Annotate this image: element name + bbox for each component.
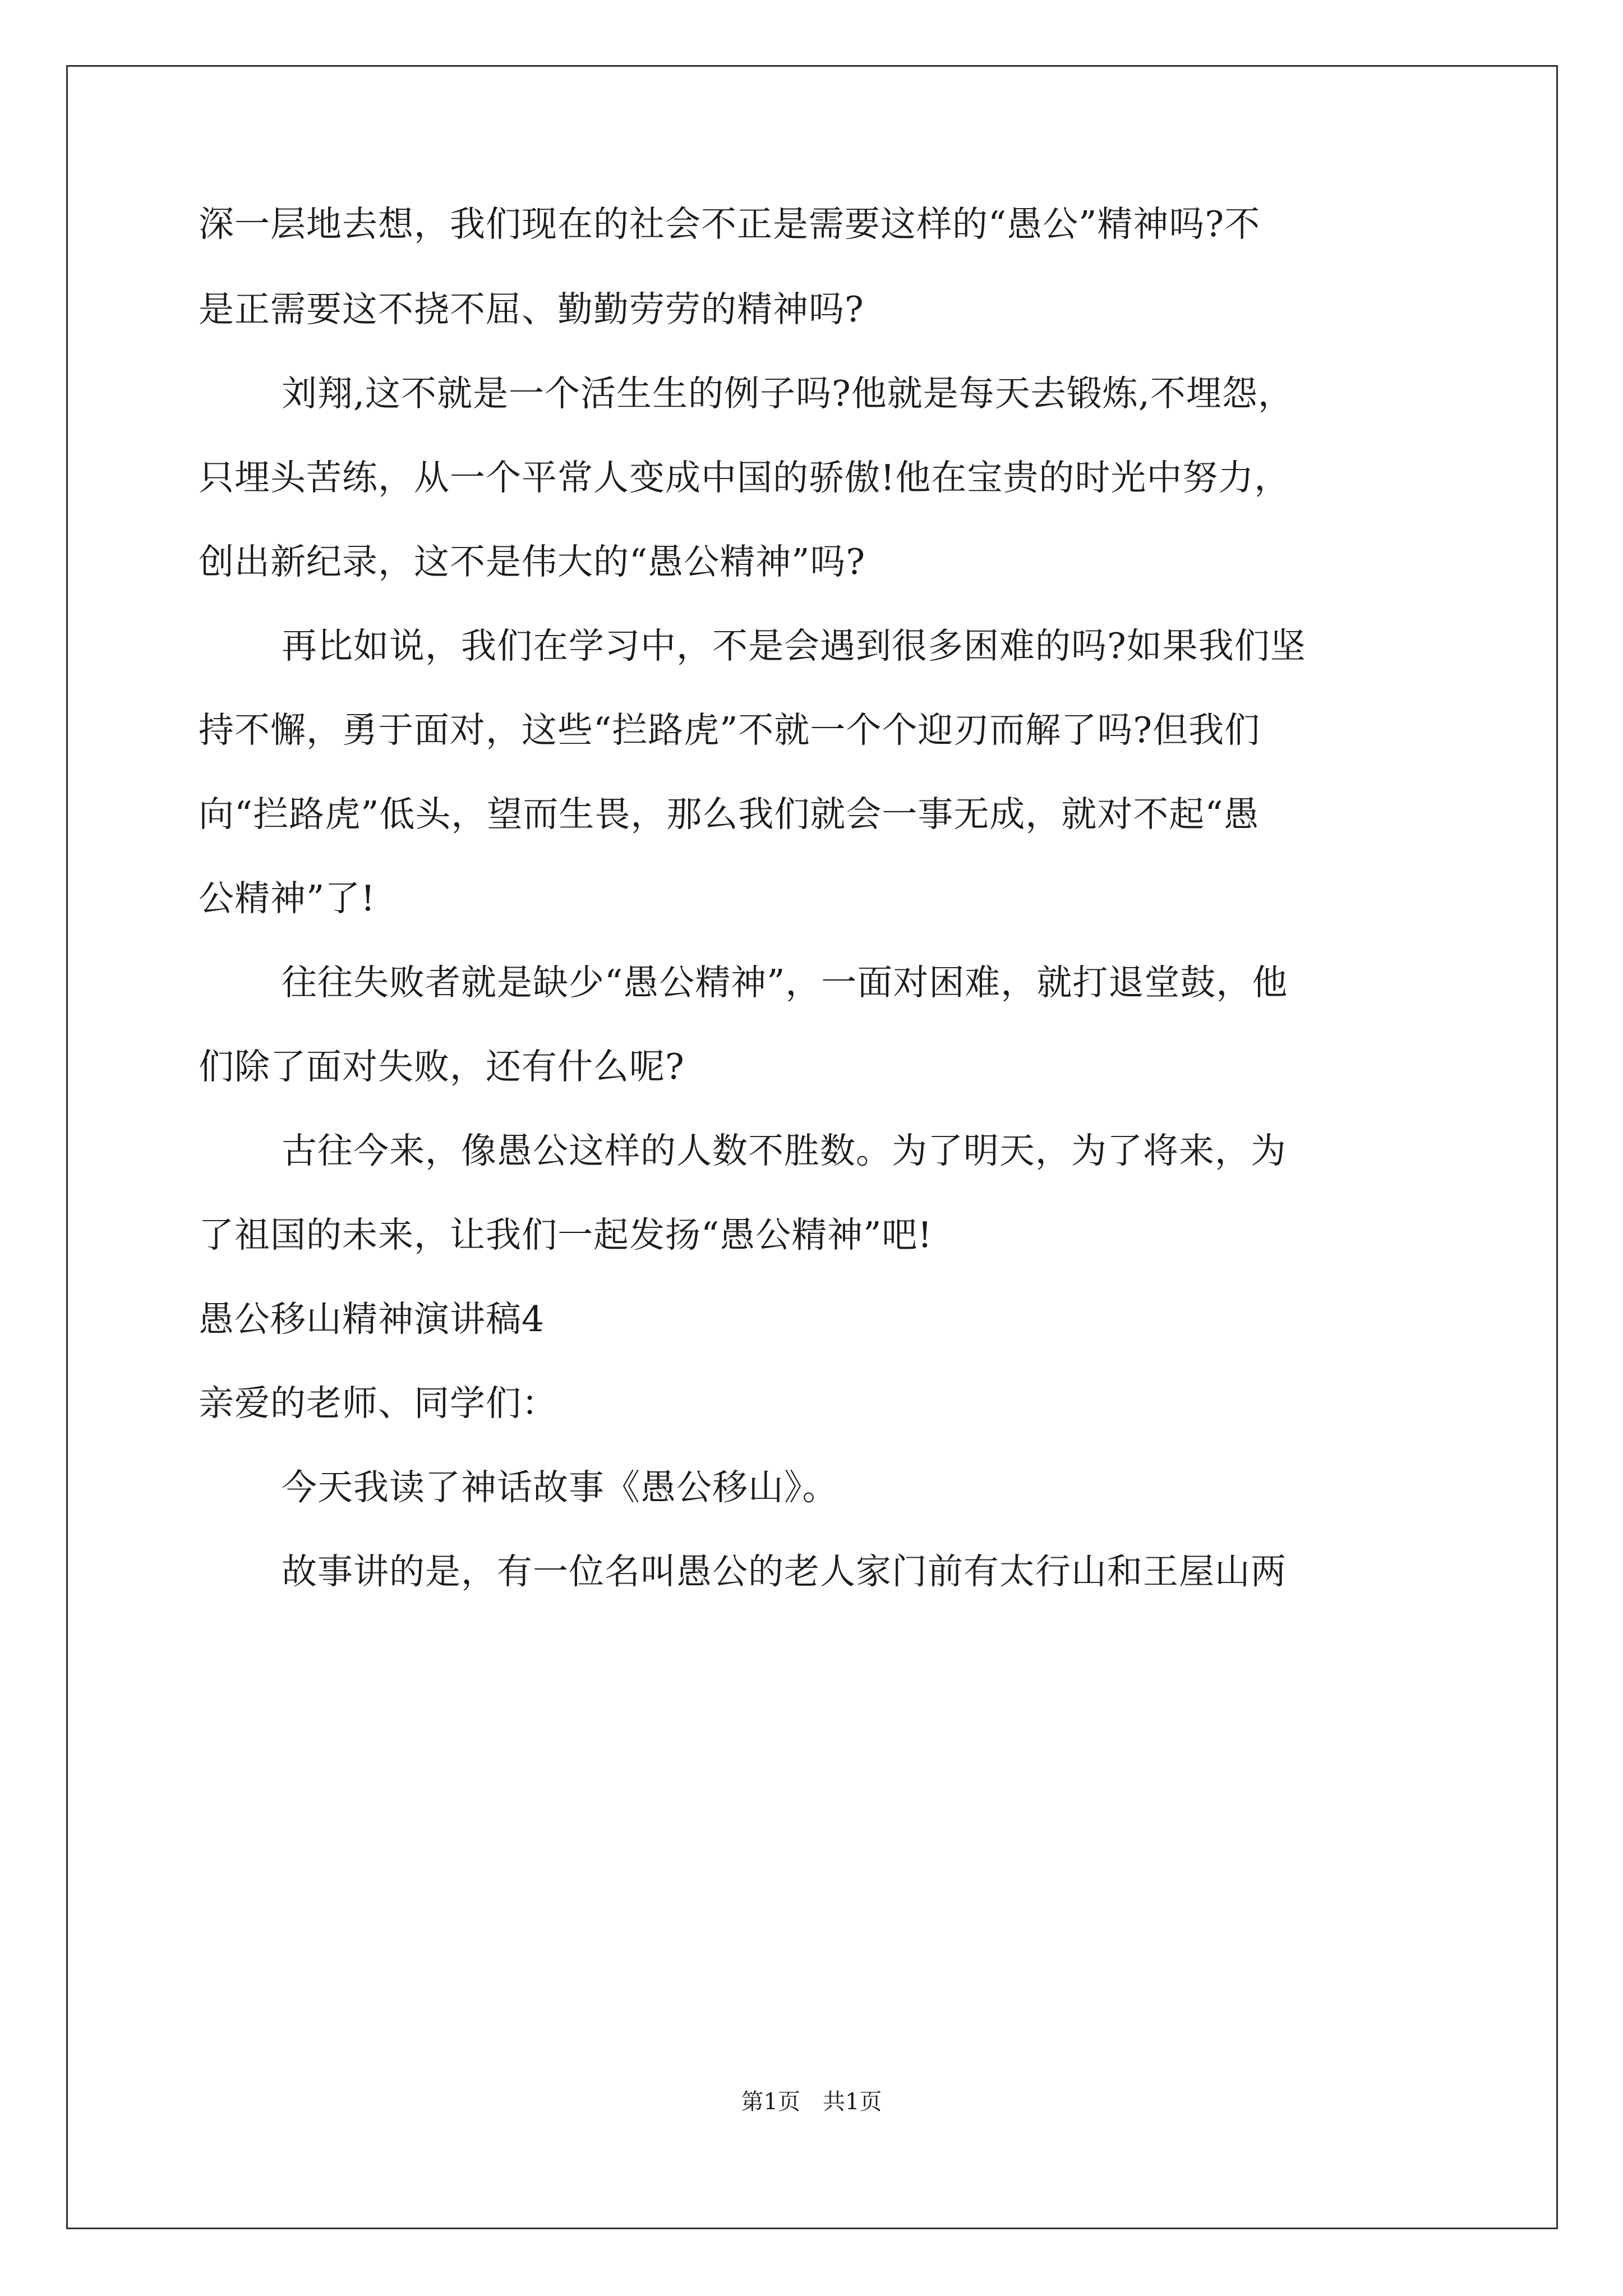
text-line: 向“拦路虎”低头，望而生畏，那么我们就会一事无成，就对不起“愚 [199,794,1260,835]
page-number: 第1页 [741,2089,800,2115]
paragraph-start-line: 刘翔,这不就是一个活生生的例子吗?他就是每天去锻炼,不埋怨， [282,373,1294,414]
text-line: 只埋头苦练，从一个平常人变成中国的骄傲!他在宝贵的时光中努力， [199,457,1290,498]
text-line: 持不懈，勇于面对，这些“拦路虎”不就一个个迎刃而解了吗?但我们 [199,710,1261,751]
paragraph-start-line: 古往今来，像愚公这样的人数不胜数。为了明天，为了将来，为 [282,1130,1287,1171]
paragraph-start-line: 往往失败者就是缺少“愚公精神”，一面对困难，就打退堂鼓，他 [282,962,1288,1003]
paragraph-start-line: 今天我读了神话故事《愚公移山》。 [282,1467,838,1508]
text-line: 公精神”了! [199,878,376,919]
section-heading: 愚公移山精神演讲稿4 [199,1299,545,1340]
text-line: 们除了面对失败，还有什么呢? [199,1046,685,1087]
text-line: 创出新纪录，这不是伟大的“愚公精神”吗? [199,541,866,582]
text-line: 是正需要这不挠不屈、勤勤劳劳的精神吗? [199,289,864,330]
page-footer [0,2088,1623,2116]
paragraph-start-line: 故事讲的是，有一位名叫愚公的老人家门前有太行山和王屋山两 [282,1551,1287,1592]
page-total: 共1页 [823,2089,882,2115]
paragraph-start-line: 再比如说，我们在学习中，不是会遇到很多困难的吗?如果我们坚 [282,625,1306,666]
text-line: 深一层地去想，我们现在的社会不正是需要这样的“愚公”精神吗?不 [199,204,1261,245]
salutation: 亲爱的老师、同学们： [199,1383,557,1424]
text-line: 了祖国的未来，让我们一起发扬“愚公精神”吧! [199,1214,933,1255]
